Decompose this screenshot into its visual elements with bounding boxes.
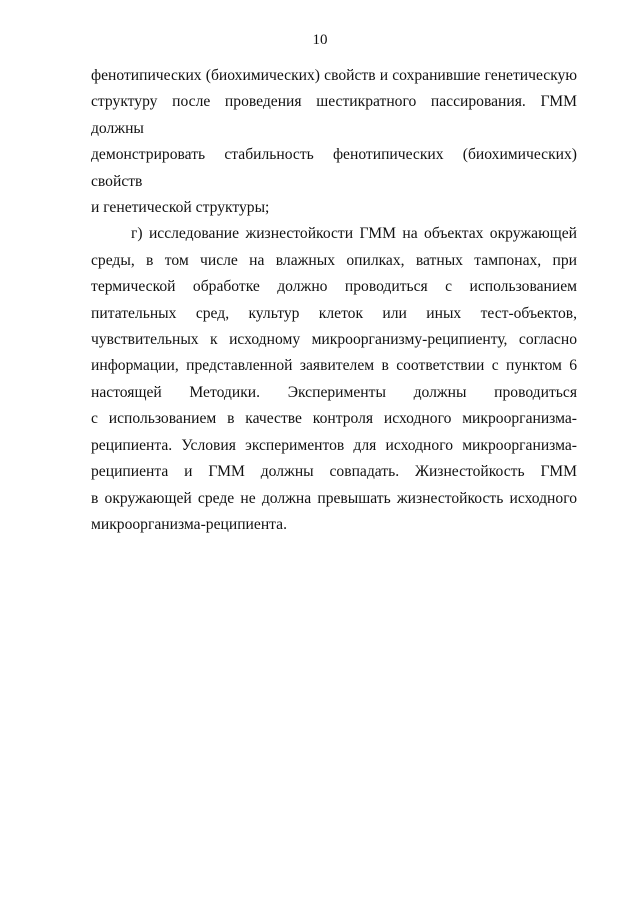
paragraph-item-g: [91, 221, 577, 538]
text-line: информации, представленной заявителем в соответствии с пунктом 6: [91, 357, 577, 375]
text-line: и генетической структуры;: [91, 199, 270, 217]
text-line: реципиента. Условия экспериментов для исходного микроорганизма-: [91, 436, 577, 454]
text-line: реципиента и ГММ должны совпадать. Жизнестойкость ГММ: [91, 463, 577, 481]
text-line: структуру после проведения шестикратного пассирования. ГММ должны: [91, 93, 577, 137]
page-number: 10: [312, 32, 328, 48]
text-line: фенотипических (биохимических) свойств и сохранившие генетическую: [91, 67, 577, 84]
body-text: [91, 63, 577, 538]
text-line: термической обработке должно проводиться с использованием: [91, 278, 577, 296]
text-line: настоящей Методики. Эксперименты должны проводиться: [91, 383, 577, 401]
text-line: в окружающей среде не должна превышать жизнестойкость исходного: [91, 489, 577, 507]
text-line: среды, в том числе на влажных опилках, ватных тампонах, при: [91, 251, 577, 269]
text-line: демонстрировать стабильность фенотипических (биохимических) свойств: [91, 146, 577, 190]
text-line: г) исследование жизнестойкости ГММ на объектах окружающей: [131, 225, 577, 243]
text-line: микроорганизма-реципиента.: [91, 515, 287, 533]
text-line: чувствительных к исходному микроорганизму-реципиенту, согласно: [91, 331, 577, 349]
text-line: питательных сред, культур клеток или иных тест-объектов,: [91, 304, 577, 322]
text-line: с использованием в качестве контроля исходного микроорганизма-: [91, 410, 577, 428]
paragraph-continuation: [91, 63, 577, 221]
